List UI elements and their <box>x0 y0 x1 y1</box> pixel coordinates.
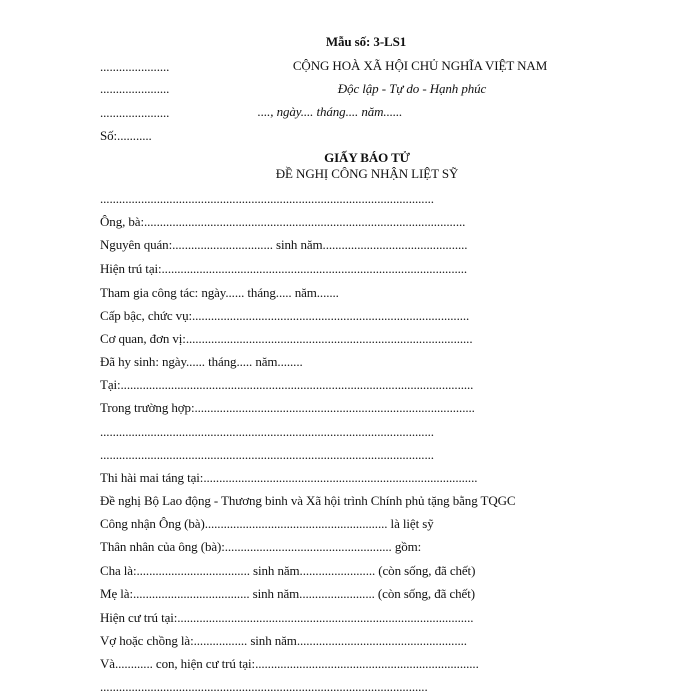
body-line-recognition: Công nhận Ông (bà).......................................................... là liệt sỹ <box>100 516 434 531</box>
left-blank-line-2: ...................... <box>100 81 170 96</box>
body-line-place: Tại:................................................................................................................ <box>100 377 474 392</box>
body-line-proposal: Đề nghị Bộ Lao động - Thương binh và Xã hội trình Chính phủ tặng bằng TQGC <box>100 493 516 508</box>
document-number: Số:........... <box>100 128 152 143</box>
form-number: Mẫu số: 3-LS1 <box>325 34 407 49</box>
body-line-rank: Cấp bậc, chức vụ:........................................................................................ <box>100 308 470 323</box>
body-line-residence: Hiện trú tại:................................................................................................. <box>100 261 468 276</box>
body-line-work-start: Tham gia công tác: ngày...... tháng..... năm....... <box>100 285 339 300</box>
left-blank-line-3: ...................... <box>100 105 170 120</box>
document-subtitle: ĐỀ NGHỊ CÔNG NHẬN LIỆT SỸ <box>275 166 459 181</box>
body-line-children: Và............ con, hiện cư trú tại:....................................................................... <box>100 656 479 671</box>
body-line-mother: Mẹ là:..................................... sinh năm........................ (còn sống, đã chết) <box>100 586 475 601</box>
date-line: ...., ngày.... tháng.... năm...... <box>257 104 403 119</box>
national-motto: Độc lập - Tự do - Hạnh phúc <box>337 81 487 96</box>
body-line: .......................................................................................................... <box>100 447 434 462</box>
body-line-death-date: Đã hy sinh: ngày...... tháng..... năm........ <box>100 354 303 369</box>
body-line-relatives: Thân nhân của ông (bà):..................................................... gồm: <box>100 539 422 554</box>
national-title: CỘNG HOÀ XÃ HỘI CHỦ NGHĨA VIỆT NAM <box>292 58 548 73</box>
body-line-current-residence: Hiện cư trú tại:.............................................................................................. <box>100 610 474 625</box>
body-line: .......................................................................................................... <box>100 424 434 439</box>
left-blank-line-1: ...................... <box>100 59 170 74</box>
body-line: ........................................................................................................ <box>100 679 428 694</box>
body-line-burial: Thi hài mai táng tại:....................................................................................... <box>100 470 478 485</box>
document-title: GIẤY BÁO TỬ <box>324 150 410 165</box>
body-line-unit: Cơ quan, đơn vị:........................................................................................... <box>100 331 473 346</box>
body-line-spouse: Vợ hoặc chồng là:................. sinh năm...................................................... <box>100 633 467 648</box>
body-line: .......................................................................................................... <box>100 191 434 206</box>
body-line-circumstance: Trong trường hợp:......................................................................................... <box>100 400 475 415</box>
body-line-origin: Nguyên quán:................................ sinh năm.............................................. <box>100 237 468 252</box>
body-line-name: Ông, bà:...................................................................................................... <box>100 214 466 229</box>
body-line-father: Cha là:.................................... sinh năm........................ (còn sống, đã chết) <box>100 563 476 578</box>
